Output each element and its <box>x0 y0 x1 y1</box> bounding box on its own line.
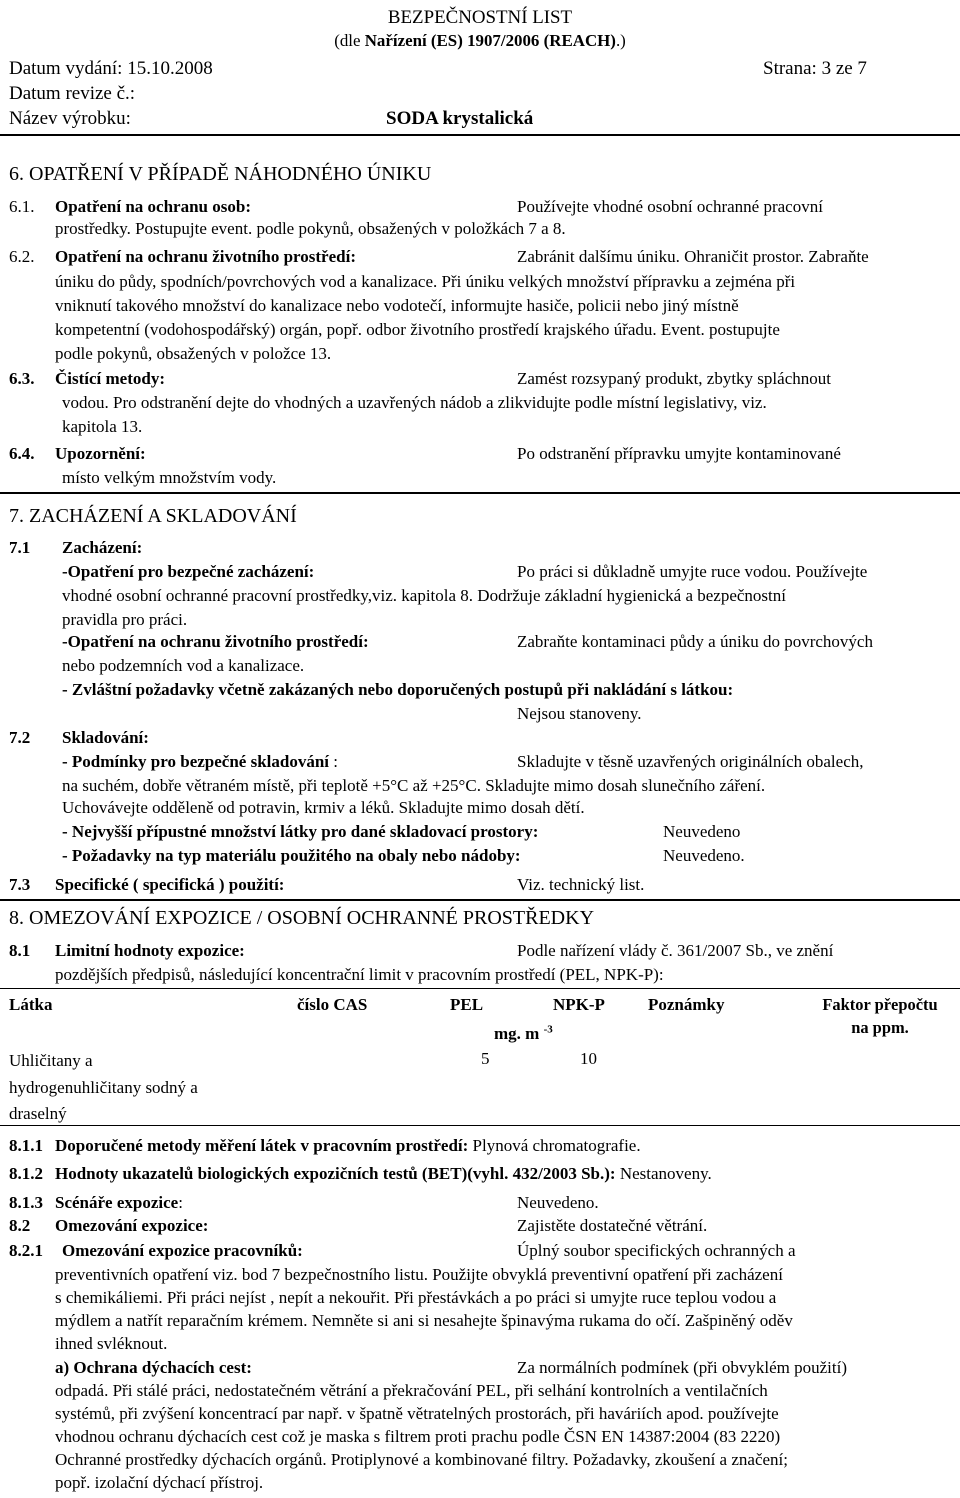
item-label: - Požadavky na typ materiálu použitého na obaly nebo nádoby: <box>62 846 521 865</box>
item-text-line: kapitola 13. <box>62 417 143 436</box>
item-number: 8.1.3 <box>9 1193 43 1212</box>
item-label: - Nejvyšší přípustné množství látky pro dané skladovací prostory: <box>62 822 539 841</box>
table-header-notes: Poznámky <box>648 995 725 1014</box>
table-row-substance-line: draselný <box>9 1104 67 1123</box>
subtitle-prefix: (dle <box>334 31 365 50</box>
table-header-cas: číslo CAS <box>297 995 368 1014</box>
item-text-line: vhodné osobní ochranné pracovní prostředky,viz. kapitola 8. Dodržuje základní hygienická a bezpečnostní <box>62 586 786 605</box>
item-text-line: mýdlem a natřít reparačním krémem. Nemněte si ani si nesahejte špinavýma rukama do očí. Zašpiněný oděv <box>55 1311 793 1330</box>
item-label: Omezování expozice pracovníků: <box>62 1241 303 1260</box>
product-label: Název výrobku: <box>9 108 131 129</box>
item-text-line: podle pokynů, obsažených v položce 13. <box>55 344 332 363</box>
section-6-title: 6. OPATŘENÍ V PŘÍPADĚ NÁHODNÉHO ÚNIKU <box>9 163 432 185</box>
document-title: BEZPEČNOSTNÍ LIST <box>387 7 573 28</box>
item-number: 8.2.1 <box>9 1241 43 1260</box>
item-colon: : <box>178 1193 183 1212</box>
item-text-line: Uchovávejte odděleně od potravin, krmiv a léků. Skladujte mimo dosah dětí. <box>62 798 585 817</box>
document-subtitle <box>0 29 960 52</box>
table-cell-pel: 5 <box>481 1049 490 1068</box>
table-row-substance-line: Uhličitany a <box>9 1051 93 1070</box>
item-label: Opatření na ochranu osob: <box>55 197 251 216</box>
item-text-line: Ochranné prostředky dýchacích orgánů. Protiplynové a kombinované filtry. Požadavky, zkoušení a značení; <box>55 1450 788 1469</box>
item-text-line: na suchém, dobře větraném místě, při teplotě +5°C až +25°C. Skladujte mimo dosah slunečního záření. <box>62 776 766 795</box>
section-divider <box>0 492 960 494</box>
item-label: Doporučené metody měření látek v pracovním prostředí: <box>55 1136 469 1155</box>
section-8-title: 8. OMEZOVÁNÍ EXPOZICE / OSOBNÍ OCHRANNÉ PROSTŘEDKY <box>9 907 595 929</box>
item-text-line: preventivních opatření viz. bod 7 bezpečnostního listu. Použijte obvyklá preventivní opatření při zacházení <box>55 1265 783 1284</box>
item-value: Používejte vhodné osobní ochranné pracovní <box>517 197 823 216</box>
item-label: Upozornění: <box>55 444 146 463</box>
product-name: SODA krystalická <box>386 108 534 129</box>
item-text-line: ihned svléknout. <box>55 1334 168 1353</box>
issue-date: Datum vydání: 15.10.2008 <box>9 58 213 79</box>
item-value: Po odstranění přípravku umyjte kontaminované <box>517 444 841 463</box>
item-text-line: prostředky. Postupujte event. podle pokynů, obsažených v položkách 7 a 8. <box>55 219 566 238</box>
item-value: Nejsou stanoveny. <box>517 704 642 723</box>
item-label: - Zvláštní požadavky včetně zakázaných nebo doporučených postupů při nakládání s látkou: <box>62 680 734 699</box>
item-line <box>55 1191 183 1214</box>
item-label: Hodnoty ukazatelů biologických expozičních testů (BET)(vyhl. 432/2003 Sb.): <box>55 1164 616 1183</box>
item-label: a) Ochrana dýchacích cest: <box>55 1358 252 1377</box>
item-label: -Opatření pro bezpečné zacházení: <box>62 562 315 581</box>
regulation-reference: Nařízení (ES) 1907/2006 (REACH) <box>364 31 616 50</box>
header-divider <box>0 134 960 136</box>
unit-exponent: -3 <box>543 1023 553 1036</box>
item-value: Skladujte v těsně uzavřených originálních obalech, <box>517 752 864 771</box>
item-value: Neuvedeno <box>663 822 741 841</box>
item-number: 6.3. <box>9 369 35 388</box>
table-header-pel: PEL <box>450 995 484 1014</box>
item-value: Zabránit dalšímu úniku. Ohraničit prostor. Zabraňte <box>517 247 869 266</box>
item-label: Omezování expozice: <box>55 1216 209 1235</box>
table-row-substance-line: hydrogenuhličitany sodný a <box>9 1078 198 1097</box>
item-label: Čistící metody: <box>55 369 166 388</box>
item-text-line: nebo podzemních vod a kanalizace. <box>62 656 305 675</box>
item-number: 7.2 <box>9 728 31 747</box>
item-value: Neuvedeno. <box>663 846 745 865</box>
item-text-line: pozdějších předpisů, následující koncentrační limit v pracovním prostředí (PEL, NPK-P): <box>55 965 664 984</box>
item-value: Neuvedeno. <box>517 1193 599 1212</box>
item-number: 8.2 <box>9 1216 31 1235</box>
table-cell-npk: 10 <box>580 1049 597 1068</box>
item-text-line: úniku do půdy, spodních/povrchových vod a kanalizace. Při úniku velkých množství přípravku a zejména při <box>55 272 796 291</box>
section-divider <box>0 899 960 901</box>
item-text-line: odpadá. Při stálé práci, nedostatečném větrání a překračování PEL, při selhání kontrolních a ventilačních <box>55 1381 768 1400</box>
item-text-line: vodou. Pro odstranění dejte do vhodných a uzavřených nádob a zlikvidujte podle místní legislativy, viz. <box>62 393 767 412</box>
item-value: Plynová chromatografie. <box>468 1136 641 1155</box>
item-value: Viz. technický list. <box>517 875 645 894</box>
item-number: 8.1.2 <box>9 1164 43 1183</box>
unit-text: mg. m <box>494 1024 540 1043</box>
item-label: Zacházení: <box>62 538 143 557</box>
condition-colon: : <box>333 752 338 771</box>
item-number: 6.2. <box>9 247 35 266</box>
item-number: 6.4. <box>9 444 35 463</box>
item-line <box>55 1134 641 1157</box>
item-label <box>62 750 338 773</box>
item-label: Scénáře expozice <box>55 1193 179 1212</box>
item-line <box>55 1162 712 1185</box>
section-7-title: 7. ZACHÁZENÍ A SKLADOVÁNÍ <box>9 505 297 527</box>
item-value: Zamést rozsypaný produkt, zbytky spláchnout <box>517 369 831 388</box>
item-number: 8.1.1 <box>9 1136 43 1155</box>
item-value: Za normálních podmínek (při obvyklém použití) <box>517 1358 848 1377</box>
item-text-line: s chemikáliemi. Při práci nejíst , nepít a nekouřit. Při přestávkách a po práci si umyjte ruce teplou vodou a <box>55 1288 777 1307</box>
table-bottom-border <box>0 1125 960 1126</box>
item-text-line: popř. izolační dýchací přístroj. <box>55 1473 264 1492</box>
item-value: Nestanoveny. <box>615 1164 712 1183</box>
item-value: Úplný soubor specifických ochranných a <box>517 1241 796 1260</box>
revision-date: Datum revize č.: <box>9 83 136 104</box>
item-label: Limitní hodnoty expozice: <box>55 941 245 960</box>
subtitle-suffix: .) <box>615 31 626 50</box>
item-label: -Opatření na ochranu životního prostředí: <box>62 632 369 651</box>
item-text-line: pravidla pro práci. <box>62 610 188 629</box>
table-header-factor-unit: na ppm. <box>851 1018 909 1037</box>
item-value: Po práci si důkladně umyjte ruce vodou. Používejte <box>517 562 868 581</box>
table-header-substance: Látka <box>9 995 53 1014</box>
page-number: Strana: 3 ze 7 <box>763 58 867 79</box>
item-text-line: místo velkým množstvím vody. <box>62 468 277 487</box>
item-label: Specifické ( specifická ) použití: <box>55 875 285 894</box>
item-text-line: systémů, při zvýšení koncentrací par např. v špatně větratelných prostorách, při haváriích apod. používejte <box>55 1404 779 1423</box>
table-top-border <box>0 988 960 989</box>
item-label: Skladování: <box>62 728 149 747</box>
condition-label: - Podmínky pro bezpečné skladování <box>62 752 330 771</box>
item-text-line: vhodnou ochranu dýchacích cest což je maska s filtrem proti prachu podle ČSN EN 14387:2004 (83 2220) <box>55 1427 781 1446</box>
item-text-line: vniknutí takového množství do kanalizace nebo vodotečí, informujte hasiče, policii nebo jiný místně <box>55 296 739 315</box>
table-header-npk: NPK-P <box>553 995 605 1014</box>
item-number: 6.1. <box>9 197 35 216</box>
table-unit <box>494 1022 553 1045</box>
item-label: Opatření na ochranu životního prostředí: <box>55 247 356 266</box>
item-number: 7.1 <box>9 538 31 557</box>
item-value: Zabraňte kontaminaci půdy a úniku do povrchových <box>517 632 873 651</box>
item-number: 8.1 <box>9 941 31 960</box>
table-header-factor: Faktor přepočtu <box>822 995 938 1014</box>
item-text-line: kompetentní (vodohospodářský) orgán, popř. odbor životního prostředí krajského úřadu. Event. postupujte <box>55 320 780 339</box>
item-value: Podle nařízení vlády č. 361/2007 Sb., ve znění <box>517 941 834 960</box>
item-number: 7.3 <box>9 875 31 894</box>
item-value: Zajistěte dostatečné větrání. <box>517 1216 708 1235</box>
